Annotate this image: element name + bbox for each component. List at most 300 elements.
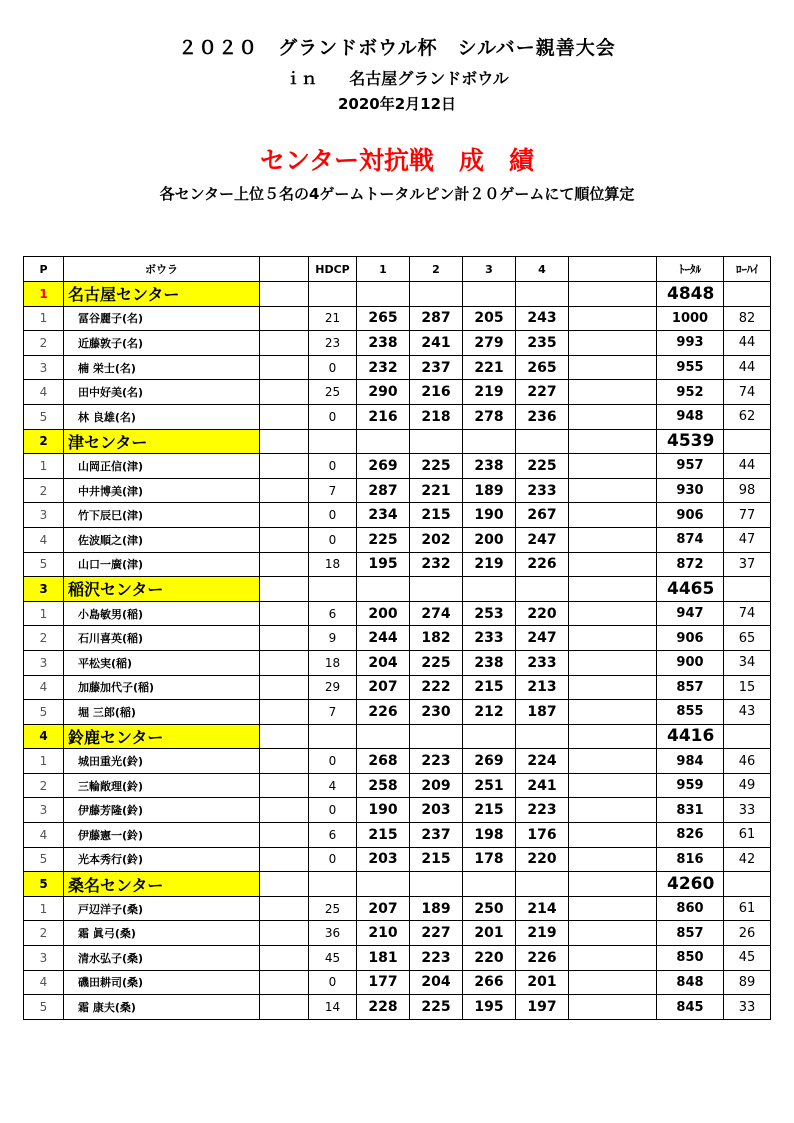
empty-cell xyxy=(569,306,657,331)
empty-cell xyxy=(569,577,657,602)
player-name: 堀 三郎(稲) xyxy=(64,700,260,725)
player-hdcp: 18 xyxy=(309,552,357,577)
player-position: 3 xyxy=(24,798,64,823)
player-hdcp: 0 xyxy=(309,503,357,528)
game4-score: 223 xyxy=(516,798,569,823)
empty-cell xyxy=(410,577,463,602)
player-name: 石川喜英(稲) xyxy=(64,626,260,651)
player-hdcp: 7 xyxy=(309,700,357,725)
game1-score: 203 xyxy=(357,847,410,872)
player-total: 906 xyxy=(657,503,724,528)
player-lowhigh: 44 xyxy=(724,331,771,356)
team-total: 4416 xyxy=(657,724,724,749)
game4-score: 227 xyxy=(516,380,569,405)
player-lowhigh: 49 xyxy=(724,773,771,798)
empty-cell xyxy=(260,626,309,651)
player-lowhigh: 44 xyxy=(724,454,771,479)
player-name: 加藤加代子(稲) xyxy=(64,675,260,700)
player-hdcp: 0 xyxy=(309,404,357,429)
col-hdcp: HDCP xyxy=(309,257,357,282)
player-row xyxy=(24,970,771,995)
player-hdcp: 14 xyxy=(309,995,357,1020)
empty-cell xyxy=(569,946,657,971)
player-name: 伊藤芳隆(鈴) xyxy=(64,798,260,823)
player-lowhigh: 44 xyxy=(724,355,771,380)
player-position: 4 xyxy=(24,970,64,995)
game4-score: 247 xyxy=(516,527,569,552)
empty-cell xyxy=(463,282,516,307)
empty-cell xyxy=(516,872,569,897)
team-rank: 4 xyxy=(24,724,64,749)
player-hdcp: 23 xyxy=(309,331,357,356)
player-lowhigh: 34 xyxy=(724,650,771,675)
game3-score: 195 xyxy=(463,995,516,1020)
game2-score: 223 xyxy=(410,946,463,971)
game1-score: 216 xyxy=(357,404,410,429)
player-hdcp: 36 xyxy=(309,921,357,946)
empty-cell xyxy=(260,896,309,921)
empty-cell xyxy=(569,724,657,749)
empty-cell xyxy=(260,552,309,577)
col-game3: 3 xyxy=(463,257,516,282)
game4-score: 224 xyxy=(516,749,569,774)
empty-cell xyxy=(569,429,657,454)
game4-score: 213 xyxy=(516,675,569,700)
game1-score: 207 xyxy=(357,896,410,921)
player-row xyxy=(24,527,771,552)
game3-score: 198 xyxy=(463,823,516,848)
player-name: 霜 眞弓(桑) xyxy=(64,921,260,946)
player-row xyxy=(24,454,771,479)
player-total: 860 xyxy=(657,896,724,921)
empty-cell xyxy=(260,773,309,798)
player-total: 855 xyxy=(657,700,724,725)
player-position: 1 xyxy=(24,601,64,626)
game2-score: 218 xyxy=(410,404,463,429)
game3-score: 189 xyxy=(463,478,516,503)
player-position: 2 xyxy=(24,921,64,946)
header-row xyxy=(24,257,771,282)
game2-score: 225 xyxy=(410,454,463,479)
player-hdcp: 0 xyxy=(309,355,357,380)
player-lowhigh: 15 xyxy=(724,675,771,700)
player-lowhigh: 37 xyxy=(724,552,771,577)
game2-score: 241 xyxy=(410,331,463,356)
venue-line: ｉｎ 名古屋グランドボウル xyxy=(285,69,509,88)
empty-cell xyxy=(569,478,657,503)
game1-score: 258 xyxy=(357,773,410,798)
player-total: 872 xyxy=(657,552,724,577)
player-row xyxy=(24,404,771,429)
player-hdcp: 25 xyxy=(309,896,357,921)
player-row xyxy=(24,946,771,971)
player-total: 957 xyxy=(657,454,724,479)
player-name: 磯田耕司(桑) xyxy=(64,970,260,995)
player-hdcp: 6 xyxy=(309,601,357,626)
player-hdcp: 25 xyxy=(309,380,357,405)
game1-score: 290 xyxy=(357,380,410,405)
player-total: 831 xyxy=(657,798,724,823)
empty-cell xyxy=(569,872,657,897)
game3-score: 201 xyxy=(463,921,516,946)
player-hdcp: 4 xyxy=(309,773,357,798)
empty-cell xyxy=(569,404,657,429)
game1-score: 269 xyxy=(357,454,410,479)
empty-cell xyxy=(516,282,569,307)
game2-score: 227 xyxy=(410,921,463,946)
col-total: ﾄｰﾀﾙ xyxy=(657,257,724,282)
player-lowhigh: 46 xyxy=(724,749,771,774)
player-hdcp: 9 xyxy=(309,626,357,651)
game3-score: 178 xyxy=(463,847,516,872)
game2-score: 215 xyxy=(410,847,463,872)
game1-score: 195 xyxy=(357,552,410,577)
game3-score: 238 xyxy=(463,650,516,675)
team-rank: 1 xyxy=(24,282,64,307)
game1-score: 238 xyxy=(357,331,410,356)
empty-cell xyxy=(569,995,657,1020)
player-hdcp: 0 xyxy=(309,847,357,872)
player-position: 1 xyxy=(24,896,64,921)
game2-score: 232 xyxy=(410,552,463,577)
player-row xyxy=(24,478,771,503)
player-lowhigh: 62 xyxy=(724,404,771,429)
empty-cell xyxy=(516,429,569,454)
game2-score: 215 xyxy=(410,503,463,528)
game3-score: 205 xyxy=(463,306,516,331)
player-total: 826 xyxy=(657,823,724,848)
game1-score: 181 xyxy=(357,946,410,971)
player-position: 3 xyxy=(24,355,64,380)
empty-cell xyxy=(569,823,657,848)
empty-cell xyxy=(569,282,657,307)
player-lowhigh: 61 xyxy=(724,896,771,921)
empty-cell xyxy=(569,601,657,626)
empty-cell xyxy=(410,724,463,749)
empty-cell xyxy=(463,429,516,454)
game3-score: 279 xyxy=(463,331,516,356)
game4-score: 233 xyxy=(516,478,569,503)
team-row xyxy=(24,282,771,307)
player-hdcp: 21 xyxy=(309,306,357,331)
game2-score: 230 xyxy=(410,700,463,725)
game3-score: 221 xyxy=(463,355,516,380)
team-total: 4539 xyxy=(657,429,724,454)
team-name: 鈴鹿センター xyxy=(64,724,260,749)
game4-score: 201 xyxy=(516,970,569,995)
empty-cell xyxy=(569,749,657,774)
game2-score: 287 xyxy=(410,306,463,331)
player-row xyxy=(24,380,771,405)
game2-score: 203 xyxy=(410,798,463,823)
player-position: 3 xyxy=(24,650,64,675)
empty-cell xyxy=(260,429,309,454)
game3-score: 266 xyxy=(463,970,516,995)
empty-cell xyxy=(569,970,657,995)
game4-score: 225 xyxy=(516,454,569,479)
empty-cell xyxy=(260,921,309,946)
player-row xyxy=(24,675,771,700)
empty-cell xyxy=(260,749,309,774)
player-name: 光本秀行(鈴) xyxy=(64,847,260,872)
player-position: 1 xyxy=(24,454,64,479)
player-name: 冨谷麗子(名) xyxy=(64,306,260,331)
player-total: 845 xyxy=(657,995,724,1020)
player-total: 984 xyxy=(657,749,724,774)
empty-cell xyxy=(260,872,309,897)
player-lowhigh: 33 xyxy=(724,995,771,1020)
game4-score: 243 xyxy=(516,306,569,331)
game3-score: 200 xyxy=(463,527,516,552)
player-row xyxy=(24,700,771,725)
empty-cell xyxy=(309,282,357,307)
empty-cell xyxy=(309,724,357,749)
player-lowhigh: 82 xyxy=(724,306,771,331)
empty-cell xyxy=(260,675,309,700)
game4-score: 219 xyxy=(516,921,569,946)
empty-cell xyxy=(309,872,357,897)
game2-score: 223 xyxy=(410,749,463,774)
player-position: 4 xyxy=(24,380,64,405)
player-position: 4 xyxy=(24,527,64,552)
team-row xyxy=(24,724,771,749)
player-total: 850 xyxy=(657,946,724,971)
player-position: 1 xyxy=(24,749,64,774)
player-total: 874 xyxy=(657,527,724,552)
game4-score: 247 xyxy=(516,626,569,651)
empty-cell xyxy=(569,527,657,552)
game4-score: 176 xyxy=(516,823,569,848)
player-name: 清水弘子(桑) xyxy=(64,946,260,971)
player-total: 906 xyxy=(657,626,724,651)
empty-cell xyxy=(724,724,771,749)
empty-cell xyxy=(260,823,309,848)
game1-score: 226 xyxy=(357,700,410,725)
player-row xyxy=(24,626,771,651)
player-row xyxy=(24,896,771,921)
player-name: 山岡正信(津) xyxy=(64,454,260,479)
empty-cell xyxy=(357,724,410,749)
player-position: 5 xyxy=(24,995,64,1020)
game1-score: 268 xyxy=(357,749,410,774)
player-total: 1000 xyxy=(657,306,724,331)
empty-cell xyxy=(260,282,309,307)
game3-score: 250 xyxy=(463,896,516,921)
team-row xyxy=(24,577,771,602)
game1-score: 207 xyxy=(357,675,410,700)
player-name: 竹下辰巳(津) xyxy=(64,503,260,528)
team-total: 4465 xyxy=(657,577,724,602)
empty-cell xyxy=(260,724,309,749)
empty-cell xyxy=(260,946,309,971)
tournament-title: ２０２０ グランドボウル杯 シルバー親善大会 xyxy=(178,37,616,59)
empty-cell xyxy=(410,282,463,307)
player-position: 4 xyxy=(24,823,64,848)
empty-cell xyxy=(516,577,569,602)
team-rank: 5 xyxy=(24,872,64,897)
player-hdcp: 6 xyxy=(309,823,357,848)
game2-score: 204 xyxy=(410,970,463,995)
empty-cell xyxy=(569,626,657,651)
col-p: P xyxy=(24,257,64,282)
game2-score: 202 xyxy=(410,527,463,552)
player-row xyxy=(24,650,771,675)
empty-cell xyxy=(260,404,309,429)
game3-score: 219 xyxy=(463,380,516,405)
empty-cell xyxy=(569,773,657,798)
game4-score: 265 xyxy=(516,355,569,380)
player-lowhigh: 89 xyxy=(724,970,771,995)
empty-cell xyxy=(260,700,309,725)
empty-cell xyxy=(569,331,657,356)
game4-score: 220 xyxy=(516,847,569,872)
player-name: 三輪敞理(鈴) xyxy=(64,773,260,798)
player-hdcp: 29 xyxy=(309,675,357,700)
game3-score: 251 xyxy=(463,773,516,798)
player-row xyxy=(24,331,771,356)
game1-score: 210 xyxy=(357,921,410,946)
player-row xyxy=(24,773,771,798)
empty-cell xyxy=(569,847,657,872)
empty-cell xyxy=(724,429,771,454)
game1-score: 234 xyxy=(357,503,410,528)
empty-cell xyxy=(260,478,309,503)
player-lowhigh: 74 xyxy=(724,380,771,405)
empty-cell xyxy=(569,798,657,823)
player-lowhigh: 98 xyxy=(724,478,771,503)
game2-score: 237 xyxy=(410,355,463,380)
player-name: 伊藤憲一(鈴) xyxy=(64,823,260,848)
col-game4: 4 xyxy=(516,257,569,282)
game1-score: 190 xyxy=(357,798,410,823)
col-lowhigh: ﾛｰﾊｲ xyxy=(724,257,771,282)
player-name: 近藤敦子(名) xyxy=(64,331,260,356)
player-lowhigh: 77 xyxy=(724,503,771,528)
empty-cell xyxy=(260,454,309,479)
empty-cell xyxy=(569,380,657,405)
game2-score: 225 xyxy=(410,650,463,675)
player-row xyxy=(24,749,771,774)
game1-score: 228 xyxy=(357,995,410,1020)
empty-cell xyxy=(357,872,410,897)
empty-cell xyxy=(569,454,657,479)
player-row xyxy=(24,355,771,380)
player-total: 816 xyxy=(657,847,724,872)
player-lowhigh: 61 xyxy=(724,823,771,848)
player-total: 952 xyxy=(657,380,724,405)
empty-cell xyxy=(357,429,410,454)
game2-score: 182 xyxy=(410,626,463,651)
game1-score: 232 xyxy=(357,355,410,380)
player-row xyxy=(24,847,771,872)
empty-cell xyxy=(260,527,309,552)
player-lowhigh: 45 xyxy=(724,946,771,971)
team-rank: 2 xyxy=(24,429,64,454)
game2-score: 237 xyxy=(410,823,463,848)
empty-cell xyxy=(260,503,309,528)
player-row xyxy=(24,921,771,946)
player-lowhigh: 42 xyxy=(724,847,771,872)
game3-score: 278 xyxy=(463,404,516,429)
game4-score: 220 xyxy=(516,601,569,626)
game2-score: 225 xyxy=(410,995,463,1020)
player-position: 5 xyxy=(24,700,64,725)
empty-cell xyxy=(260,601,309,626)
player-position: 3 xyxy=(24,503,64,528)
game3-score: 233 xyxy=(463,626,516,651)
empty-cell xyxy=(569,552,657,577)
empty-cell xyxy=(309,577,357,602)
empty-cell xyxy=(357,282,410,307)
player-hdcp: 0 xyxy=(309,454,357,479)
game2-score: 209 xyxy=(410,773,463,798)
game4-score: 235 xyxy=(516,331,569,356)
empty-cell xyxy=(569,675,657,700)
game4-score: 226 xyxy=(516,946,569,971)
player-row xyxy=(24,601,771,626)
empty-cell xyxy=(260,995,309,1020)
empty-cell xyxy=(463,724,516,749)
player-name: 霜 康夫(桑) xyxy=(64,995,260,1020)
player-total: 857 xyxy=(657,675,724,700)
game1-score: 177 xyxy=(357,970,410,995)
player-position: 1 xyxy=(24,306,64,331)
player-hdcp: 18 xyxy=(309,650,357,675)
empty-cell xyxy=(260,380,309,405)
empty-cell xyxy=(260,970,309,995)
player-position: 5 xyxy=(24,552,64,577)
empty-cell xyxy=(463,872,516,897)
player-name: 戸辺洋子(桑) xyxy=(64,896,260,921)
player-position: 4 xyxy=(24,675,64,700)
player-name: 田中好美(名) xyxy=(64,380,260,405)
player-total: 848 xyxy=(657,970,724,995)
team-row xyxy=(24,872,771,897)
col-spacer xyxy=(260,257,309,282)
team-row xyxy=(24,429,771,454)
empty-cell xyxy=(569,503,657,528)
empty-cell xyxy=(260,355,309,380)
player-row xyxy=(24,503,771,528)
player-hdcp: 0 xyxy=(309,527,357,552)
empty-cell xyxy=(724,872,771,897)
game3-score: 219 xyxy=(463,552,516,577)
game4-score: 267 xyxy=(516,503,569,528)
game1-score: 287 xyxy=(357,478,410,503)
game1-score: 204 xyxy=(357,650,410,675)
player-hdcp: 0 xyxy=(309,970,357,995)
team-rank: 3 xyxy=(24,577,64,602)
player-total: 900 xyxy=(657,650,724,675)
game3-score: 253 xyxy=(463,601,516,626)
empty-cell xyxy=(410,872,463,897)
player-name: 楠 栄士(名) xyxy=(64,355,260,380)
team-name: 津センター xyxy=(64,429,260,454)
empty-cell xyxy=(260,577,309,602)
player-row xyxy=(24,823,771,848)
player-position: 2 xyxy=(24,331,64,356)
empty-cell xyxy=(357,577,410,602)
col-game2: 2 xyxy=(410,257,463,282)
player-position: 2 xyxy=(24,626,64,651)
team-name: 名古屋センター xyxy=(64,282,260,307)
empty-cell xyxy=(724,282,771,307)
game3-score: 220 xyxy=(463,946,516,971)
col-bowler: ボウラ xyxy=(64,257,260,282)
player-total: 947 xyxy=(657,601,724,626)
empty-cell xyxy=(260,306,309,331)
team-total: 4848 xyxy=(657,282,724,307)
